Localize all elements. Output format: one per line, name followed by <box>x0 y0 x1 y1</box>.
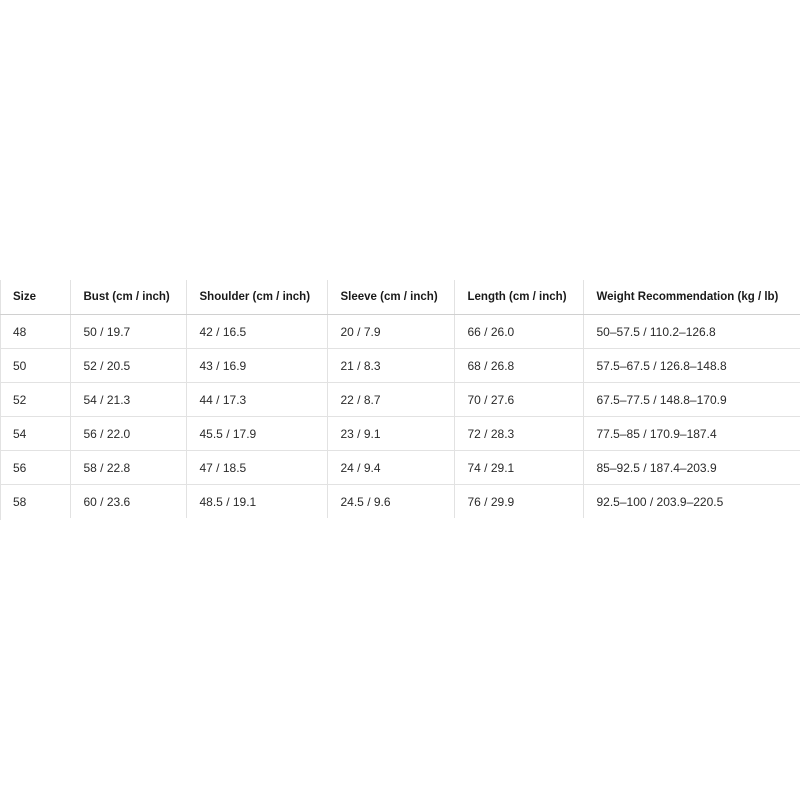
header-shoulder: Shoulder (cm / inch) <box>186 280 327 315</box>
cell-bust: 54 / 21.3 <box>70 383 186 417</box>
cell-bust: 52 / 20.5 <box>70 349 186 383</box>
cell-weight: 57.5–67.5 / 126.8–148.8 <box>583 349 800 383</box>
cell-weight: 92.5–100 / 203.9–220.5 <box>596 494 724 509</box>
cell-shoulder: 43 / 16.9 <box>186 349 327 383</box>
cell-length: 72 / 28.3 <box>454 417 583 451</box>
cell-sleeve: 24 / 9.4 <box>327 451 454 485</box>
cell-sleeve: 21 / 8.3 <box>327 349 454 383</box>
cell-size: 52 <box>0 383 70 417</box>
cell-bust: 56 / 22.0 <box>70 417 186 451</box>
table-row <box>0 451 800 485</box>
table-row <box>0 383 800 417</box>
header-weight: Weight Recommendation (kg / lb) <box>583 280 800 315</box>
table-row <box>0 417 800 451</box>
cell-weight: 85–92.5 / 187.4–203.9 <box>583 451 800 485</box>
cell-bust: 58 / 22.8 <box>70 451 186 485</box>
cell-length: 68 / 26.8 <box>454 349 583 383</box>
size-chart-table <box>0 280 800 518</box>
header-size: Size <box>0 280 70 315</box>
cell-sleeve: 23 / 9.1 <box>327 417 454 451</box>
cell-sleeve: 22 / 8.7 <box>327 383 454 417</box>
cell-length: 76 / 29.9 <box>454 485 583 519</box>
cell-shoulder: 42 / 16.5 <box>186 315 327 349</box>
cell-shoulder: 47 / 18.5 <box>186 451 327 485</box>
cell-sleeve: 24.5 / 9.6 <box>327 485 454 519</box>
cell-size: 54 <box>0 417 70 451</box>
cell-size: 48 <box>0 315 70 349</box>
cell-weight: 77.5–85 / 170.9–187.4 <box>583 417 800 451</box>
cell-size: 56 <box>0 451 70 485</box>
cell-size: 58 <box>0 485 70 519</box>
cell-length: 66 / 26.0 <box>454 315 583 349</box>
cell-shoulder: 45.5 / 17.9 <box>186 417 327 451</box>
cell-weight: 50–57.5 / 110.2–126.8 <box>583 315 800 349</box>
header-bust: Bust (cm / inch) <box>70 280 186 315</box>
cell-weight: 67.5–77.5 / 148.8–170.9 <box>583 383 800 417</box>
cell-shoulder: 44 / 17.3 <box>186 383 327 417</box>
header-length: Length (cm / inch) <box>454 280 583 315</box>
cell-sleeve: 20 / 7.9 <box>327 315 454 349</box>
header-row <box>0 280 800 315</box>
cell-shoulder: 48.5 / 19.1 <box>186 485 327 519</box>
cell-bust: 50 / 19.7 <box>70 315 186 349</box>
cell-length: 70 / 27.6 <box>454 383 583 417</box>
cell-size: 50 <box>0 349 70 383</box>
cell-length: 74 / 29.1 <box>454 451 583 485</box>
header-sleeve: Sleeve (cm / inch) <box>327 280 454 315</box>
cell-bust: 60 / 23.6 <box>70 485 186 519</box>
table-row <box>0 349 800 383</box>
table-row <box>0 315 800 349</box>
table-row <box>0 485 800 519</box>
